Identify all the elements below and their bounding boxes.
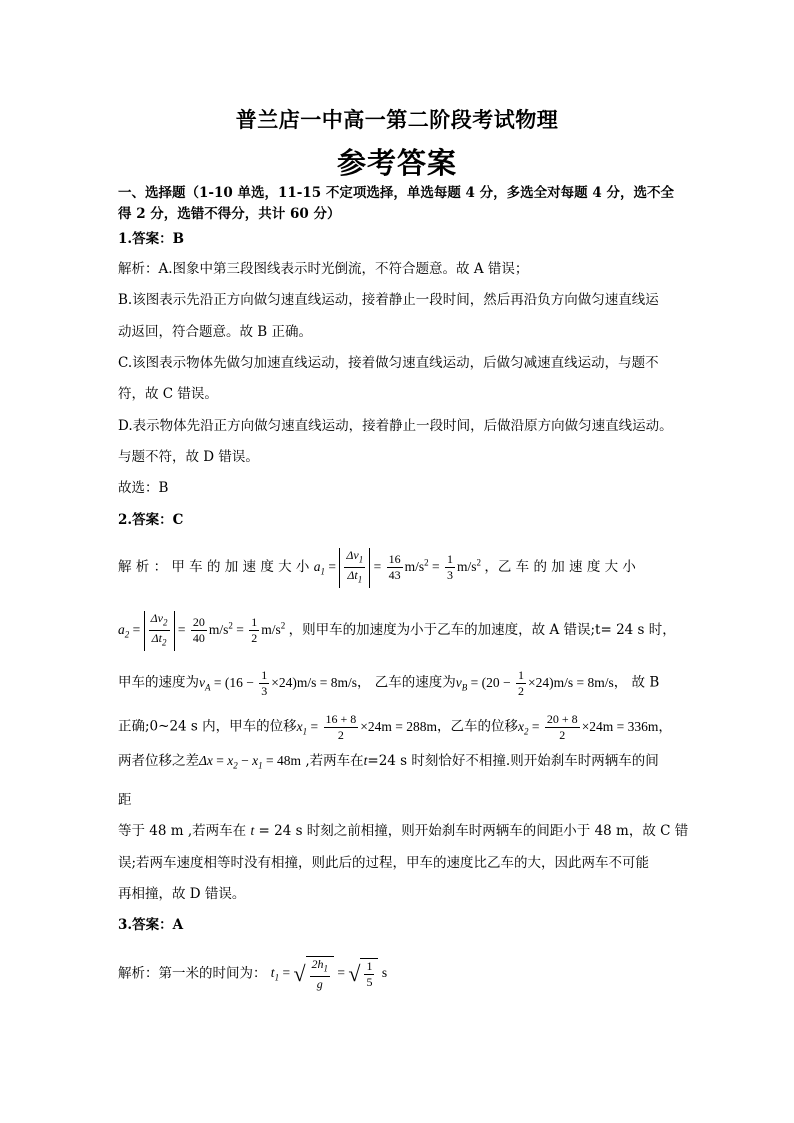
q2-line9: 再相撞，故 D 错误。: [118, 886, 246, 902]
q2-line5-text-c: =24 s 时刻恰好不相撞.则开始刹车时两辆车的间: [367, 753, 659, 769]
q2-line6: 距: [118, 792, 132, 808]
page-title: 普兰店一中高一第二阶段考试物理: [235, 107, 559, 132]
q1-analysis-b1: B.该图表示先沿正方向做匀速直线运动，接着静止一段时间，然后再沿负方向做匀速直线运: [118, 292, 659, 308]
q1-analysis-c1: C.该图表示物体先做匀加速直线运动，接着做匀速直线运动，后做匀减速直线运动，与题不: [118, 355, 659, 371]
q2-line7: 等于 48 m ,若两车在 t = 24 s 时刻之前相撞，则开始刹车时两辆车的间距小于 48 m，故 C 错: [118, 823, 689, 839]
q2-line4-text-b: ，乙车的位移: [437, 718, 519, 735]
va-equation: $v_A = (16$ − $\frac{1}{3}$ ×24)m/s = 8m/s: [199, 668, 357, 698]
q2-line8: 误;若两车速度相等时没有相撞，则此后的过程，甲车的速度比乙车的大，因此两车不可能: [118, 855, 650, 871]
section-heading-line2: 得 2 分，选错不得分，共计 60 分）: [118, 206, 341, 222]
q1-heading: 1.答案：B: [118, 231, 185, 247]
q2-line7-text-a: 等于 48 m ,若两车在: [118, 823, 247, 839]
q2-line3: [118, 668, 678, 699]
q2-heading: 2.答案：C: [118, 512, 184, 528]
q2-line3-text-c: ， 故 B: [613, 674, 660, 691]
q2-line2: [118, 611, 678, 651]
dx-equation: $\Delta x = x_2 - x_1 = 48m$: [199, 753, 302, 771]
q3-line1-text: 解析：第一米的时间为：: [118, 965, 267, 982]
t1-equation: $t_1$ = √ $\frac{2h_1}{g}$ = √ $\frac{1}{5}$ s: [270, 957, 388, 992]
q3-line1: [118, 956, 678, 992]
a1-numerator: 16: [388, 552, 401, 567]
q2-line5-text-a: 两者位移之差: [118, 753, 199, 769]
q2-line3-text-a: 甲车的速度为: [118, 674, 199, 691]
section-heading-line1: 一、选择题（1-10 单选，11-15 不定项选择，单选每题 4 分，多选全对每题 4 分，选不全: [118, 185, 674, 201]
q2-line5-text-b: ,若两车在: [301, 753, 364, 769]
q3-heading: 3.答案：A: [118, 917, 184, 933]
q2-line5: 两者位移之差$\Delta x = x_2 - x_1 = 48m$ ,若两车在t=24 s 时刻恰好不相撞.则开始刹车时两辆车的间: [118, 753, 659, 771]
a1-denominator: 43: [388, 568, 401, 583]
a2-denominator: 40: [192, 631, 205, 646]
q2-line3-text-b: ， 乙车的速度为: [356, 674, 456, 691]
q2-line2-text: ，则甲车的加速度为小于乙车的加速度，故 A 错误;t= 24 s 时，: [288, 621, 676, 638]
page-subtitle: 参考答案: [336, 146, 457, 180]
q1-analysis-a: 解析：A.图象中第三段图线表示时光倒流，不符合题意。故 A 错误；: [118, 261, 529, 277]
q1-analysis-c2: 符，故 C 错误。: [118, 386, 218, 402]
x2-equation: $x_2$ = $\frac{20 + 8}{2}$ ×24m = 336m，: [518, 712, 672, 742]
q1-analysis-d2: 与题不符，故 D 错误。: [118, 449, 259, 465]
q2-line1: [118, 548, 678, 588]
q1-analysis-b2: 动返回，符合题意。故 B 正确。: [118, 324, 313, 340]
a2-equation: $a_2$ = $\frac{\Delta v_2}{\Delta t_2}$ = $\frac{20}{40}$ $m/s^2$ = $\frac{1}{2}$ $m/s^2$: [118, 622, 289, 637]
q1-conclusion: 故选：B: [118, 480, 169, 496]
q2-line7-text-b: = 24 s 时刻之前相撞，则开始刹车时两辆车的间距小于 48 m，故 C 错: [254, 823, 689, 839]
q2-line4-text-a: 正确;0~24 s 内，甲车的位移: [118, 718, 297, 735]
q1-analysis-d1: D.表示物体先沿正方向做匀速直线运动，接着静止一段时间，后做沿原方向做匀速直线运动。: [118, 418, 673, 434]
a1-equation: $a_1$ = $\frac{\Delta v_1}{\Delta t_1}$ = $\frac{16}{43}$ $m/s^2$ = $\frac{1}{3}$ $m/s^2$: [314, 559, 485, 574]
x1-equation: $x_1$ = $\frac{16 + 8}{2}$ ×24m = 288m: [296, 712, 438, 742]
abs-bars: $\frac{\Delta v_1}{\Delta t_1}$: [339, 548, 370, 588]
q2-line1-text-b: ，乙 车 的 加 速 度 大 小: [484, 558, 636, 575]
a2-numerator: 20: [192, 615, 205, 630]
vb-equation: $v_B = (20$ − $\frac{1}{2}$ ×24)m/s = 8m/s: [455, 668, 614, 698]
q2-line1-text-a: 解 析 ： 甲 车 的 加 速 度 大 小: [118, 558, 310, 575]
q2-line4: [118, 712, 678, 743]
